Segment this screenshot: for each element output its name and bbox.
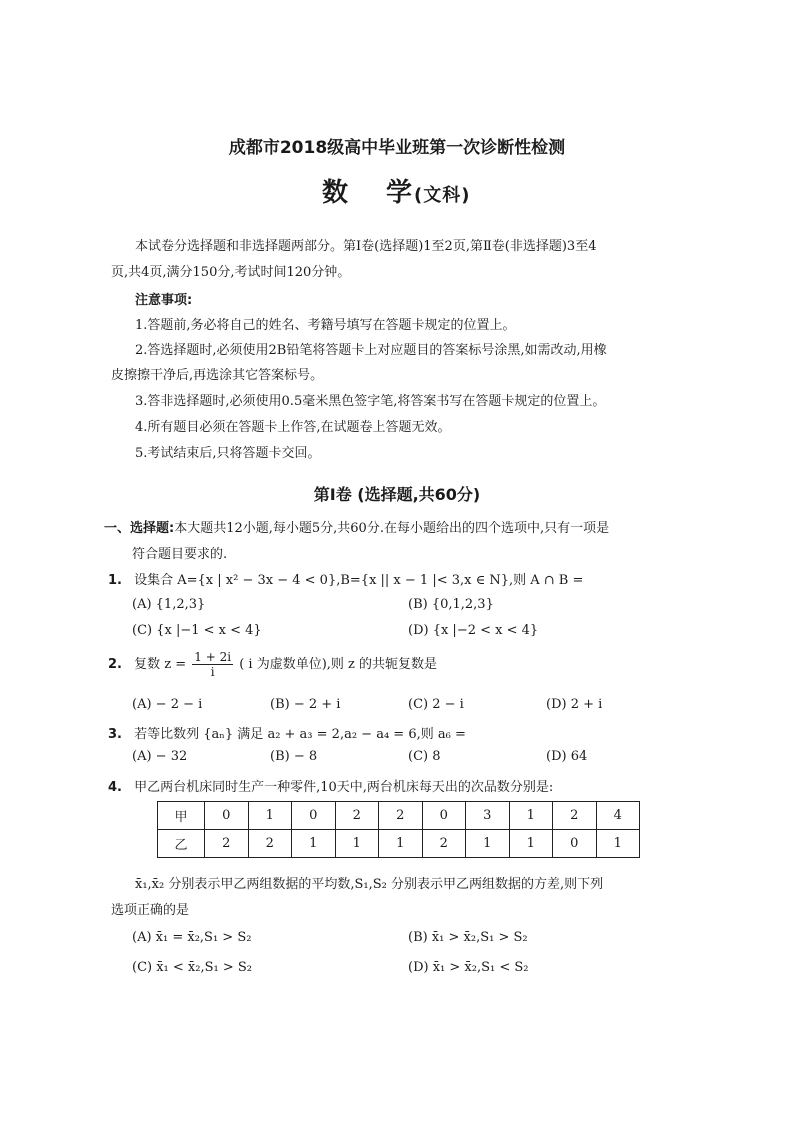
q1-option-c: (C) {x |−1 < x < 4} bbox=[132, 623, 262, 638]
table-row-label: 乙 bbox=[158, 830, 205, 858]
subject-char-1: 数 bbox=[322, 178, 351, 208]
q4-option-a: (A) x̄₁ = x̄₂,S₁ > S₂ bbox=[132, 930, 252, 945]
q3-number: 3. bbox=[108, 727, 122, 742]
q2-stem-pre: 复数 z = bbox=[134, 657, 187, 672]
q2-option-b: (B) − 2 + i bbox=[270, 697, 341, 712]
notice-item-4: 4.所有题目必须在答题卡上作答,在试题卷上答题无效。 bbox=[135, 420, 451, 435]
table-cell: 0 bbox=[553, 830, 597, 858]
notice-item-1: 1.答题前,务必将自己的姓名、考籍号填写在答题卡规定的位置上。 bbox=[135, 318, 516, 333]
q2-number: 2. bbox=[108, 657, 122, 672]
q4-desc-1: x̄₁,x̄₂ 分别表示甲乙两组数据的平均数,S₁,S₂ 分别表示甲乙两组数据的方差,则下列 bbox=[135, 877, 604, 892]
q2-option-a: (A) − 2 − i bbox=[132, 697, 203, 712]
table-cell: 3 bbox=[466, 802, 510, 830]
q2-option-d: (D) 2 + i bbox=[546, 697, 603, 712]
table-cell: 1 bbox=[596, 830, 640, 858]
q2-option-c: (C) 2 − i bbox=[408, 697, 464, 712]
q1-option-a: (A) {1,2,3} bbox=[132, 597, 206, 612]
q4-option-b: (B) x̄₁ > x̄₂,S₁ > S₂ bbox=[408, 930, 528, 945]
table-cell: 1 bbox=[509, 830, 553, 858]
section-title: 第Ⅰ卷 (选择题,共60分) bbox=[313, 485, 481, 504]
table-cell: 2 bbox=[335, 802, 379, 830]
notice-item-2a: 2.答选择题时,必须使用2B铅笔将答题卡上对应题目的答案标号涂黑,如需改动,用橡 bbox=[135, 343, 607, 358]
table-cell: 4 bbox=[596, 802, 640, 830]
q3-stem: 若等比数列 {aₙ} 满足 a₂ + a₃ = 2,a₂ − a₄ = 6,则 a₆ = bbox=[134, 727, 466, 742]
part-intro bbox=[104, 517, 609, 536]
q3-option-b: (B) − 8 bbox=[270, 749, 318, 764]
question-4 bbox=[108, 776, 553, 795]
exam-title: 成都市2018级高中毕业班第一次诊断性检测 bbox=[228, 138, 566, 158]
table-cell: 0 bbox=[205, 802, 249, 830]
subject-title bbox=[322, 172, 470, 209]
notice-item-2b: 皮擦擦干净后,再选涂其它答案标号。 bbox=[111, 368, 324, 383]
q2-fraction-denominator: i bbox=[210, 665, 215, 679]
table-cell: 1 bbox=[466, 830, 510, 858]
q1-number: 1. bbox=[108, 573, 122, 588]
notice-item-3: 3.答非选择题时,必须使用0.5毫米黑色签字笔,将答案书写在答题卡规定的位置上。 bbox=[135, 394, 606, 409]
q3-option-c: (C) 8 bbox=[408, 749, 441, 764]
table-cell: 2 bbox=[422, 830, 466, 858]
table-cell: 2 bbox=[248, 830, 292, 858]
subject-subtitle: (文科) bbox=[414, 185, 471, 206]
q4-desc-2: 选项正确的是 bbox=[111, 903, 190, 918]
table-cell: 0 bbox=[422, 802, 466, 830]
table-cell: 1 bbox=[335, 830, 379, 858]
table-row-jia bbox=[158, 802, 640, 830]
part-text: 本大题共12小题,每小题5分,共60分.在每小题给出的四个选项中,只有一项是 bbox=[174, 521, 610, 536]
q1-option-b: (B) {0,1,2,3} bbox=[408, 597, 494, 612]
notice-heading: 注意事项: bbox=[135, 293, 193, 308]
q2-fraction-numerator: 1 + 2i bbox=[194, 650, 232, 664]
table-cell: 1 bbox=[379, 830, 423, 858]
table-cell: 2 bbox=[553, 802, 597, 830]
q4-option-d: (D) x̄₁ > x̄₂,S₁ < S₂ bbox=[408, 960, 529, 975]
q2-stem-post: ( i 为虚数单位),则 z 的共轭复数是 bbox=[239, 657, 438, 672]
question-2 bbox=[108, 650, 437, 679]
q2-fraction bbox=[192, 650, 233, 679]
table-cell: 2 bbox=[205, 830, 249, 858]
table-cell: 1 bbox=[509, 802, 553, 830]
q3-option-d: (D) 64 bbox=[546, 749, 588, 764]
table-cell: 0 bbox=[292, 802, 336, 830]
subject-char-2: 学 bbox=[386, 178, 415, 208]
table-row-label: 甲 bbox=[158, 802, 205, 830]
intro-line-1: 本试卷分选择题和非选择题两部分。第Ⅰ卷(选择题)1至2页,第Ⅱ卷(非选择题)3至4 bbox=[135, 239, 597, 254]
table-cell: 1 bbox=[248, 802, 292, 830]
question-1 bbox=[108, 569, 583, 588]
intro-line-2: 页,共4页,满分150分,考试时间120分钟。 bbox=[111, 265, 351, 280]
notice-item-5: 5.考试结束后,只将答题卡交回。 bbox=[135, 446, 321, 461]
q3-option-a: (A) − 32 bbox=[132, 749, 188, 764]
table-cell: 1 bbox=[292, 830, 336, 858]
part-label: 一、选择题: bbox=[104, 521, 175, 536]
table-cell: 2 bbox=[379, 802, 423, 830]
q4-option-c: (C) x̄₁ < x̄₂,S₁ > S₂ bbox=[132, 960, 252, 975]
part-text-2: 符合题目要求的. bbox=[132, 547, 228, 562]
q4-stem: 甲乙两台机床同时生产一种零件,10天中,两台机床每天出的次品数分别是: bbox=[134, 780, 554, 795]
q1-stem: 设集合 A={x | x² − 3x − 4 < 0},B={x || x − 1 |< 3,x ∈ N},则 A ∩ B = bbox=[134, 573, 584, 588]
q1-option-d: (D) {x |−2 < x < 4} bbox=[408, 623, 539, 638]
question-3 bbox=[108, 723, 466, 742]
q4-number: 4. bbox=[108, 780, 122, 795]
table-row-yi bbox=[158, 830, 640, 858]
defect-table bbox=[157, 801, 640, 858]
